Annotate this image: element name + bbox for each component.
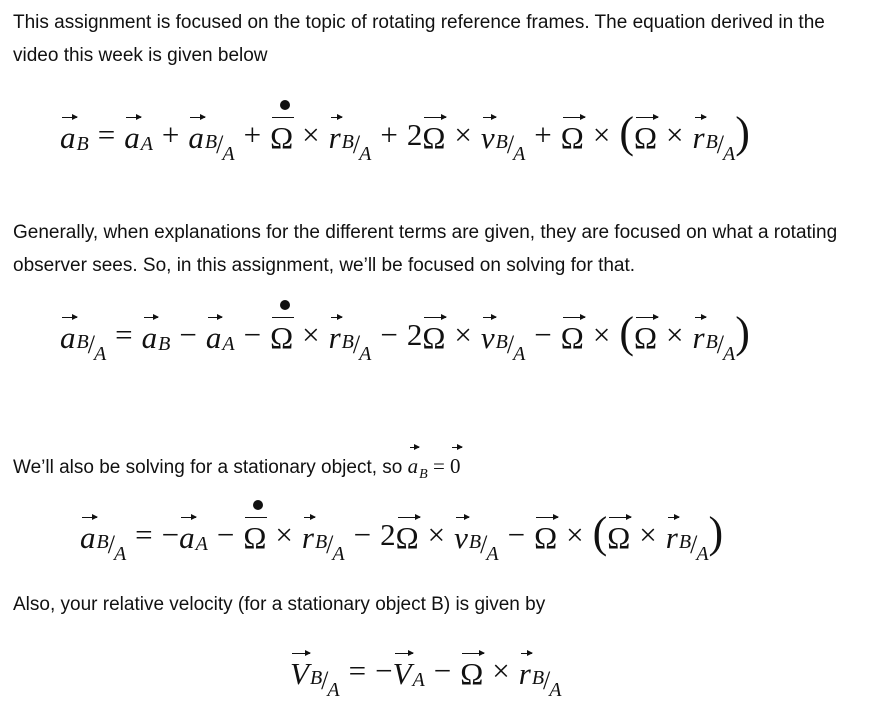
vec-omega: Ω: [534, 514, 557, 556]
equation-3: a B / A = − a A − Ω × r B / A − 2 Ω × v B / A − Ω × ( Ω × r B / A ): [80, 508, 724, 565]
vec-omega: Ω: [396, 514, 419, 556]
vec-v: v: [481, 114, 495, 156]
vec-r: r: [302, 514, 314, 556]
vec-a: a: [206, 314, 222, 356]
vec-v: v: [454, 514, 468, 556]
vec-a: a: [60, 314, 76, 356]
vec-omega: Ω: [634, 114, 657, 156]
stationary-paragraph: We’ll also be solving for a stationary object, so $a_B = 0$: [13, 444, 873, 486]
vec-a: a: [179, 514, 195, 556]
vec-omega: Ω: [561, 314, 584, 356]
vec-r: r: [329, 114, 341, 156]
vec-omega: Ω: [607, 514, 630, 556]
equation-1: a B = a A + a B / A + Ω × r B / A + 2 Ω × v B / A + Ω × ( Ω × r B / A ): [60, 108, 750, 165]
vec-omega: Ω: [634, 314, 657, 356]
explanation-paragraph: Generally, when explanations for the different terms are given, they are focused on what a rotating observer sees. So, in this assignment, we’ll be focused on solving for that.: [13, 222, 838, 276]
vec-r: r: [693, 114, 705, 156]
vec-r: r: [693, 314, 705, 356]
vec-a: a: [142, 314, 158, 356]
vec-a: a: [124, 114, 140, 156]
vec-omega: Ω: [460, 650, 483, 692]
vec-omega: Ω: [561, 114, 584, 156]
vec-a: a: [80, 514, 96, 556]
vec-omega-dot: Ω: [243, 514, 266, 556]
inline-math: $a_B = 0$: [408, 454, 461, 478]
velocity-paragraph: Also, your relative velocity (for a stationary object B) is given by: [13, 594, 546, 615]
vec-a: a: [60, 114, 76, 156]
vec-a: a: [188, 114, 204, 156]
vec-omega-dot: Ω: [270, 314, 293, 356]
vec-r: r: [519, 650, 531, 692]
vec-r: r: [329, 314, 341, 356]
vec-omega-dot: Ω: [270, 114, 293, 156]
equation-4: V B / A = − V A − Ω × r B / A: [0, 636, 886, 706]
equation-2: a B / A = a B − a A − Ω × r B / A − 2 Ω × v B / A − Ω × ( Ω × r B / A ): [60, 308, 750, 365]
intro-paragraph: This assignment is focused on the topic of rotating reference frames. The equation derived in the video this week is given below: [13, 12, 825, 66]
vec-V: V: [393, 650, 412, 692]
vec-V: V: [290, 650, 309, 692]
vec-v: v: [481, 314, 495, 356]
vec-omega: Ω: [422, 114, 445, 156]
vec-omega: Ω: [422, 314, 445, 356]
vec-r: r: [666, 514, 678, 556]
